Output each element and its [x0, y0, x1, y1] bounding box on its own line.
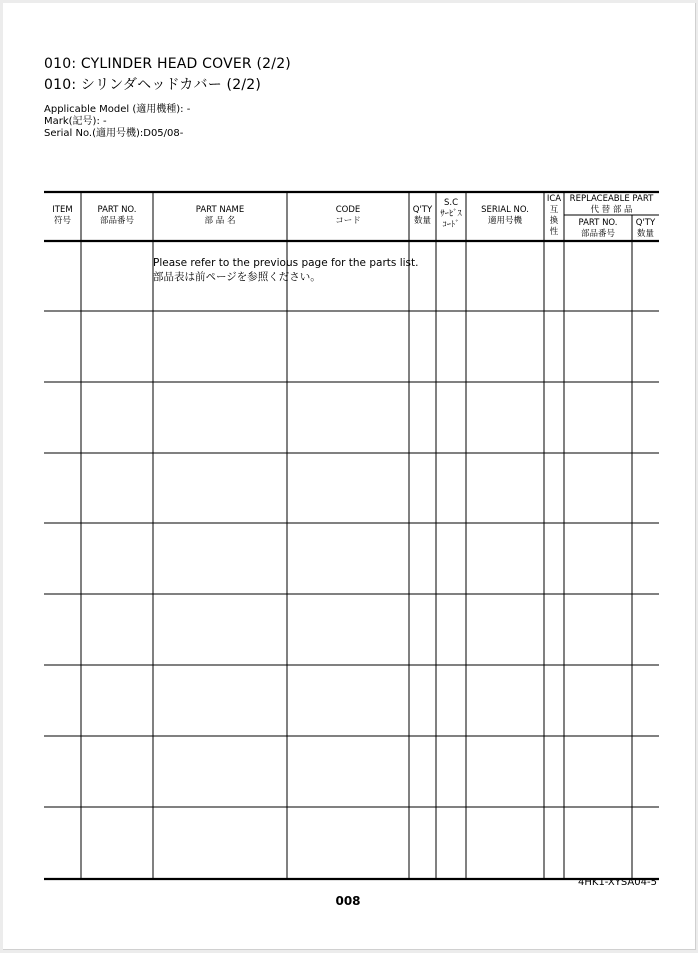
- page-number: 008: [335, 894, 361, 908]
- header-service-code: S.C ｻｰﾋﾞｽ ｺｰﾄﾞ: [440, 198, 462, 230]
- header-qty: Q'TY 数量: [412, 205, 433, 226]
- serial-number: Serial No.(適用号機):D05/08-: [44, 128, 184, 139]
- parts-list-note-jp: 部品表は前ページを参照ください。: [153, 271, 321, 283]
- page-title-en: 010: CYLINDER HEAD COVER (2/2): [44, 56, 291, 72]
- header-part-no: PART NO. 部品番号: [97, 205, 137, 226]
- page-title-jp: 010: シリンダヘッドカバー (2/2): [44, 77, 262, 93]
- header-item: ITEM 符号: [52, 205, 73, 226]
- header-interchangeability: ICA 互 換 性: [546, 194, 562, 237]
- header-serial-no: SERIAL NO. 適用号機: [481, 205, 529, 226]
- document-code: 4HK1-XYSA04-5: [578, 877, 657, 888]
- header-code: CODE コード: [335, 205, 361, 226]
- applicable-model: Applicable Model (適用機種): -: [44, 104, 191, 115]
- header-rp-qty: Q'TY 数量: [635, 218, 656, 239]
- header-part-name: PART NAME 部 品 名: [195, 205, 245, 226]
- header-rp-part-no: PART NO. 部品番号: [578, 218, 618, 239]
- parts-list-note-en: Please refer to the previous page for the parts list.: [153, 257, 419, 269]
- mark: Mark(記号): -: [44, 116, 107, 127]
- header-replaceable-part: REPLACEABLE PART 代 替 部 品: [569, 194, 654, 215]
